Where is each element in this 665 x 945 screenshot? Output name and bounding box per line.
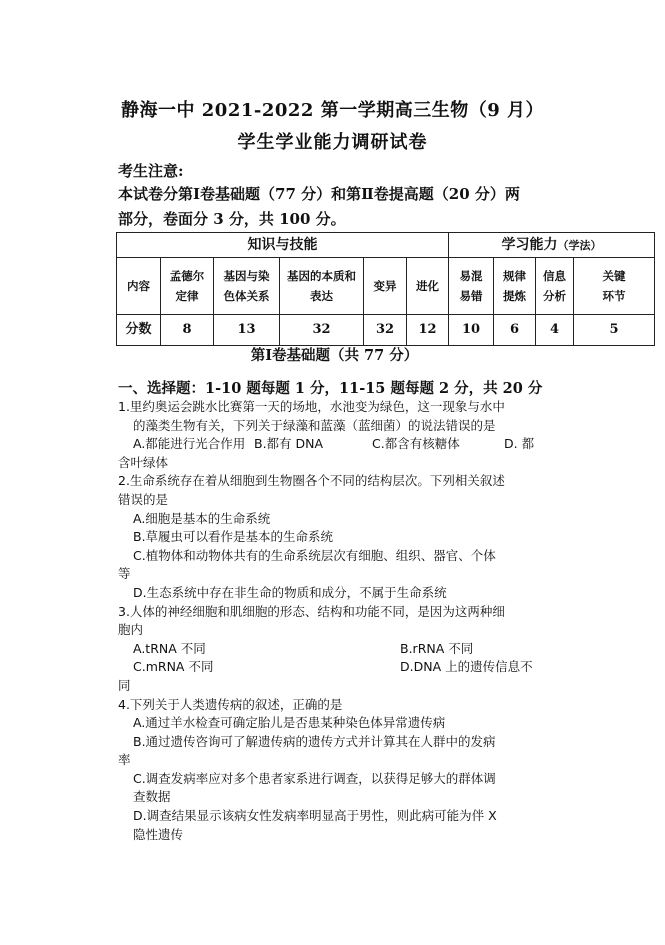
option-d: D. 都 bbox=[504, 436, 535, 452]
col-header-line: 基因与染 bbox=[223, 269, 270, 283]
col-header-line: 基因的本质和 bbox=[287, 269, 356, 283]
option-b: B.草履虫可以看作是基本的生命系统 bbox=[133, 529, 334, 545]
table-col-header bbox=[161, 258, 214, 315]
table-group-knowledge: 知识与技能 bbox=[117, 233, 449, 258]
col-header-line: 环节 bbox=[602, 289, 626, 303]
col-header-line: 分析 bbox=[543, 289, 567, 303]
question-3 bbox=[118, 603, 550, 696]
group-ability-note: （学法） bbox=[557, 238, 602, 252]
table-score-cell: 4 bbox=[536, 315, 574, 346]
question-2 bbox=[118, 472, 550, 602]
notice-line: 部分，卷面分 3 分，共 100 分。 bbox=[118, 210, 346, 228]
option-d-continued: 同 bbox=[118, 677, 131, 693]
question-4 bbox=[118, 696, 550, 845]
question-stem: 胞内 bbox=[118, 622, 144, 638]
question-stem: 的藻类生物有关，下列关于绿藻和蓝藻（蓝细菌）的说法错误的是 bbox=[133, 417, 496, 433]
table-score-cell: 13 bbox=[214, 315, 280, 346]
table-col-header bbox=[494, 258, 536, 315]
table-col-header bbox=[280, 258, 364, 315]
option-d: D.调查结果显示该病女性发病率明显高于男性，则此病可能为伴 X bbox=[133, 808, 497, 824]
option-row bbox=[118, 658, 550, 677]
option-c: C.mRNA 不同 bbox=[133, 659, 214, 675]
table-group-ability bbox=[449, 233, 655, 258]
option-a: A.tRNA 不同 bbox=[133, 640, 206, 656]
question-stem: 3.人体的神经细胞和肌细胞的形态、结构和功能不同，是因为这两种细 bbox=[118, 603, 505, 619]
table-col-header: 变异 bbox=[364, 258, 407, 315]
question-stem: 4.下列关于人类遗传病的叙述，正确的是 bbox=[118, 696, 343, 712]
exam-title: 静海一中 2021-2022 第一学期高三生物（9 月） bbox=[121, 100, 544, 121]
table-score-cell: 8 bbox=[161, 315, 214, 346]
option-b: B.rRNA 不同 bbox=[400, 640, 474, 656]
question-stem: 2.生命系统存在着从细胞到生物圈各个不同的结构层次。下列相关叙述 bbox=[118, 473, 505, 489]
option-row bbox=[118, 435, 550, 454]
option-c-continued: 查数据 bbox=[133, 789, 171, 805]
notice-line: 本试卷分第Ⅰ卷基础题（77 分）和第Ⅱ卷提高题（20 分）两 bbox=[118, 185, 520, 203]
col-header-line: 信息 bbox=[543, 269, 567, 283]
table-score-cell: 32 bbox=[364, 315, 407, 346]
table-col-header bbox=[449, 258, 494, 315]
table-col-header: 进化 bbox=[407, 258, 449, 315]
option-b-continued: 率 bbox=[118, 752, 131, 768]
option-d: D.DNA 上的遗传信息不 bbox=[400, 659, 533, 675]
notice-heading: 考生注意: bbox=[118, 162, 184, 180]
exam-subtitle: 学生学业能力调研试卷 bbox=[237, 132, 428, 153]
question-list bbox=[118, 398, 550, 844]
question-stem: 1.里约奥运会跳水比赛第一天的场地，水池变为绿色，这一现象与水中 bbox=[118, 399, 505, 414]
table-score-cell: 10 bbox=[449, 315, 494, 346]
row-label-content: 内容 bbox=[117, 258, 161, 315]
score-distribution-table bbox=[116, 232, 655, 346]
section-title: 一、选择题：1-10 题每题 1 分，11-15 题每题 2 分，共 20 分 bbox=[118, 380, 543, 397]
table-col-header bbox=[536, 258, 574, 315]
table-col-header bbox=[574, 258, 655, 315]
option-a: A.细胞是基本的生命系统 bbox=[133, 510, 271, 526]
notice-text bbox=[118, 182, 558, 232]
table-score-cell: 12 bbox=[407, 315, 449, 346]
option-c-continued: 等 bbox=[118, 566, 131, 582]
option-c: C.调查发病率应对多个患者家系进行调查，以获得足够大的群体调 bbox=[133, 770, 496, 786]
question-stem: 错误的是 bbox=[118, 491, 169, 507]
col-header-line: 色体关系 bbox=[223, 289, 270, 303]
option-row bbox=[118, 640, 550, 659]
col-header-line: 规律 bbox=[503, 269, 527, 283]
option-d-continued: 隐性遗传 bbox=[133, 826, 184, 842]
option-b: B.通过遗传咨询可了解遗传病的遗传方式并计算其在人群中的发病 bbox=[133, 733, 496, 749]
table-score-cell: 32 bbox=[280, 315, 364, 346]
table-col-header bbox=[214, 258, 280, 315]
option-c: C.植物体和动物体共有的生命系统层次有细胞、组织、器官、个体 bbox=[133, 547, 496, 563]
table-score-cell: 6 bbox=[494, 315, 536, 346]
group-ability-label: 学习能力 bbox=[501, 236, 558, 253]
col-header-line: 提炼 bbox=[503, 289, 527, 303]
col-header-line: 易错 bbox=[459, 289, 483, 303]
option-d-continued: 含叶绿体 bbox=[118, 454, 169, 470]
part1-title: 第Ⅰ卷基础题（共 77 分） bbox=[250, 347, 419, 364]
col-header-line: 易混 bbox=[459, 269, 483, 283]
col-header-line: 关键 bbox=[602, 269, 626, 283]
option-d: D.生态系统中存在非生命的物质和成分，不属于生命系统 bbox=[133, 584, 447, 600]
option-a: A.通过羊水检查可确定胎儿是否患某种染色体异常遗传病 bbox=[133, 715, 446, 731]
col-header-line: 定律 bbox=[175, 289, 199, 303]
col-header-line: 表达 bbox=[310, 289, 333, 303]
row-label-score: 分数 bbox=[117, 315, 161, 346]
table-score-cell: 5 bbox=[574, 315, 655, 346]
option-a: A.都能进行光合作用 bbox=[133, 436, 246, 452]
option-b: B.都有 DNA bbox=[254, 436, 324, 452]
option-c: C.都含有核糖体 bbox=[372, 436, 460, 452]
question-1 bbox=[118, 398, 550, 472]
col-header-line: 孟德尔 bbox=[169, 269, 205, 283]
